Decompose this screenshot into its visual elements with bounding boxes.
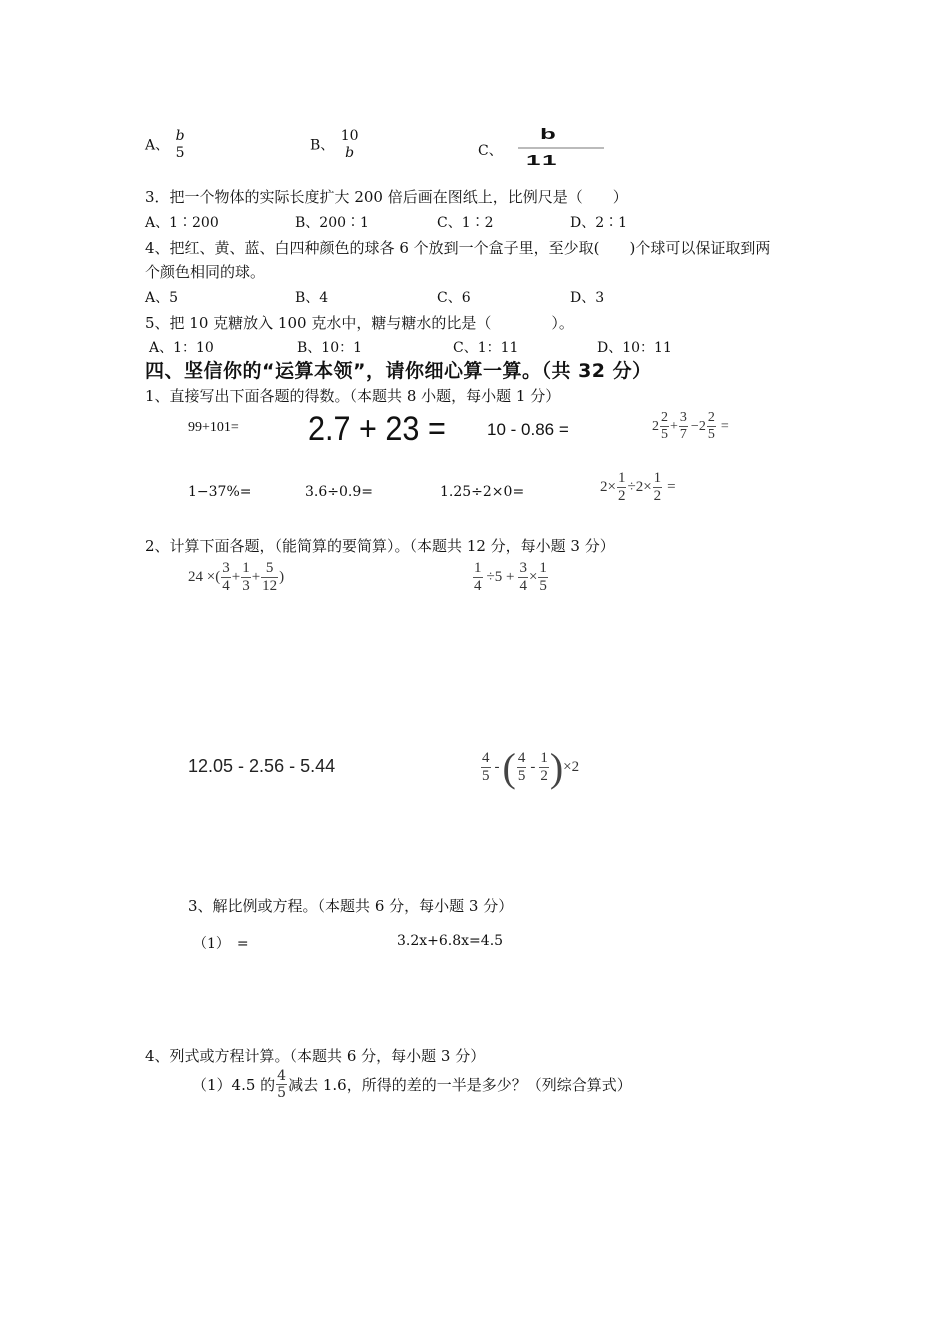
numerator: 3: [519, 560, 527, 576]
q5-text: 5、把 10 克糖放入 100 克水中，糖与糖水的比是（ ）。: [145, 314, 574, 332]
denominator: 5: [517, 768, 526, 784]
equation-1: （1） =: [193, 936, 249, 952]
denominator: 2: [653, 488, 662, 505]
denominator: b: [345, 145, 355, 162]
expression-text: 24 ×(: [188, 569, 221, 586]
calc-2: [472, 560, 549, 596]
numerator: b: [175, 128, 185, 144]
expression-text: 2×: [600, 479, 616, 496]
part1-title: 1、直接写出下面各题的得数。（本题共 8 小题，每小题 1 分）: [145, 387, 561, 405]
denominator: 5: [539, 578, 547, 595]
q4-option: A、5: [145, 290, 179, 306]
q3-option: C、1∶2: [437, 215, 494, 231]
denominator: 4: [519, 578, 527, 595]
denominator: 2: [617, 488, 626, 505]
numerator: 4: [482, 749, 490, 766]
problem-text: （1）4.5 的: [192, 1076, 276, 1095]
mental-calc-3: 10 - 0.86 =: [487, 420, 569, 439]
operator: ×: [528, 569, 538, 586]
option-label: B、: [310, 137, 335, 154]
numerator: 2: [707, 410, 715, 425]
q4-option: C、6: [437, 290, 471, 306]
q4-text-line2: 个颜色相同的球。: [145, 263, 266, 281]
denominator: 5: [707, 427, 715, 443]
q4-option: B、4: [295, 290, 329, 306]
numerator: 4: [277, 1068, 287, 1084]
q3-option: A、1∶200: [145, 215, 219, 231]
section-heading: 四、坚信你的“运算本领”，请你细心算一算。（共 32 分）: [145, 360, 652, 382]
numerator: 3: [679, 410, 687, 425]
denominator: 5: [482, 768, 490, 784]
fraction: [175, 128, 186, 161]
q3-option: B、200∶1: [295, 215, 369, 231]
numerator: 4: [517, 749, 526, 766]
numerator: 1: [653, 470, 662, 486]
q2-option-b: [310, 128, 361, 161]
numerator: b: [540, 125, 559, 143]
right-paren: ): [549, 745, 564, 790]
q5-option: B、10：1: [297, 340, 363, 356]
q2-option-a: [145, 128, 187, 161]
numerator: 5: [265, 560, 274, 576]
q5-option: D、10：11: [597, 340, 672, 356]
mental-calc-6: 3.6÷0.9=: [305, 484, 373, 500]
expression-text: ×2: [563, 759, 580, 775]
denominator: 12: [262, 578, 278, 595]
problem-text: 减去 1.6，所得的差的一半是多少？（列综合算式）: [288, 1076, 632, 1095]
numerator: 1: [540, 749, 548, 766]
part2-title: 2、计算下面各题，（能简算的要简算）。（本题共 12 分，每小题 3 分）: [145, 537, 615, 555]
q3-option: D、2∶1: [570, 215, 628, 231]
mental-calc-7: 1.25÷2×0=: [440, 484, 525, 500]
operator: -: [530, 759, 536, 775]
q4-option: D、3: [570, 290, 605, 306]
operator: −: [690, 418, 699, 434]
part4-title: 4、列式或方程计算。（本题共 6 分，每小题 3 分）: [145, 1047, 486, 1065]
equals-sign: =: [667, 479, 676, 496]
q3-text: 3．把一个物体的实际长度扩大 200 倍后画在图纸上，比例尺是（ ）: [145, 188, 628, 206]
q5-option: A、1：10: [149, 340, 214, 356]
denominator: 5: [277, 1085, 287, 1102]
numerator: 1: [617, 470, 626, 486]
option-label: A、: [145, 137, 170, 154]
numerator: 10: [340, 128, 359, 144]
equals-sign: =: [720, 418, 729, 434]
word-problem-1: [192, 1068, 632, 1101]
denominator: 7: [679, 427, 687, 443]
denominator: 5: [175, 145, 185, 162]
operator: -: [494, 759, 500, 775]
operator: +: [251, 569, 261, 586]
mental-calc-1: 99+101=: [188, 420, 239, 435]
expression-text: ÷2×: [627, 479, 652, 496]
numerator: 2: [661, 410, 668, 425]
whole-number: 2: [698, 418, 706, 434]
operator: +: [670, 418, 678, 434]
mental-calc-5: 1−37%=: [188, 484, 252, 500]
calc-1: [188, 560, 284, 596]
left-paren: (: [502, 745, 516, 790]
operator: ÷5 +: [486, 569, 515, 586]
fraction: [340, 128, 360, 161]
numerator: 3: [222, 560, 230, 576]
numerator: 1: [474, 560, 482, 576]
whole-number: 2: [652, 418, 659, 434]
denominator: 4: [222, 578, 230, 595]
numerator: 1: [539, 560, 547, 576]
denominator: 11: [526, 151, 560, 169]
fraction-bar: [518, 147, 604, 149]
q5-option: C、1：11: [453, 340, 519, 356]
q2-option-c-label: C、: [478, 143, 503, 159]
mental-calc-8: [600, 470, 676, 506]
operator: +: [231, 569, 241, 586]
equation-2: 3.2x+6.8x=4.5: [397, 933, 504, 949]
denominator: 5: [661, 427, 668, 443]
q4-text-line1: 4、把红、黄、蓝、白四种颜色的球各 6 个放到一个盒子里，至少取( )个球可以保证取到两: [145, 239, 771, 257]
expression-text: ): [279, 569, 285, 586]
calc-4: [480, 744, 579, 791]
denominator: 2: [540, 768, 548, 784]
mental-calc-4: [652, 410, 729, 443]
mental-calc-2: 2.7 + 23 =: [308, 410, 446, 448]
numerator: 1: [242, 560, 250, 576]
calc-3: 12.05 - 2.56 - 5.44: [188, 756, 336, 776]
part3-title: 3、解比例或方程。（本题共 6 分，每小题 3 分）: [188, 897, 514, 915]
denominator: 4: [474, 578, 482, 595]
q2-option-c-fraction: [518, 125, 604, 171]
denominator: 3: [242, 578, 250, 595]
